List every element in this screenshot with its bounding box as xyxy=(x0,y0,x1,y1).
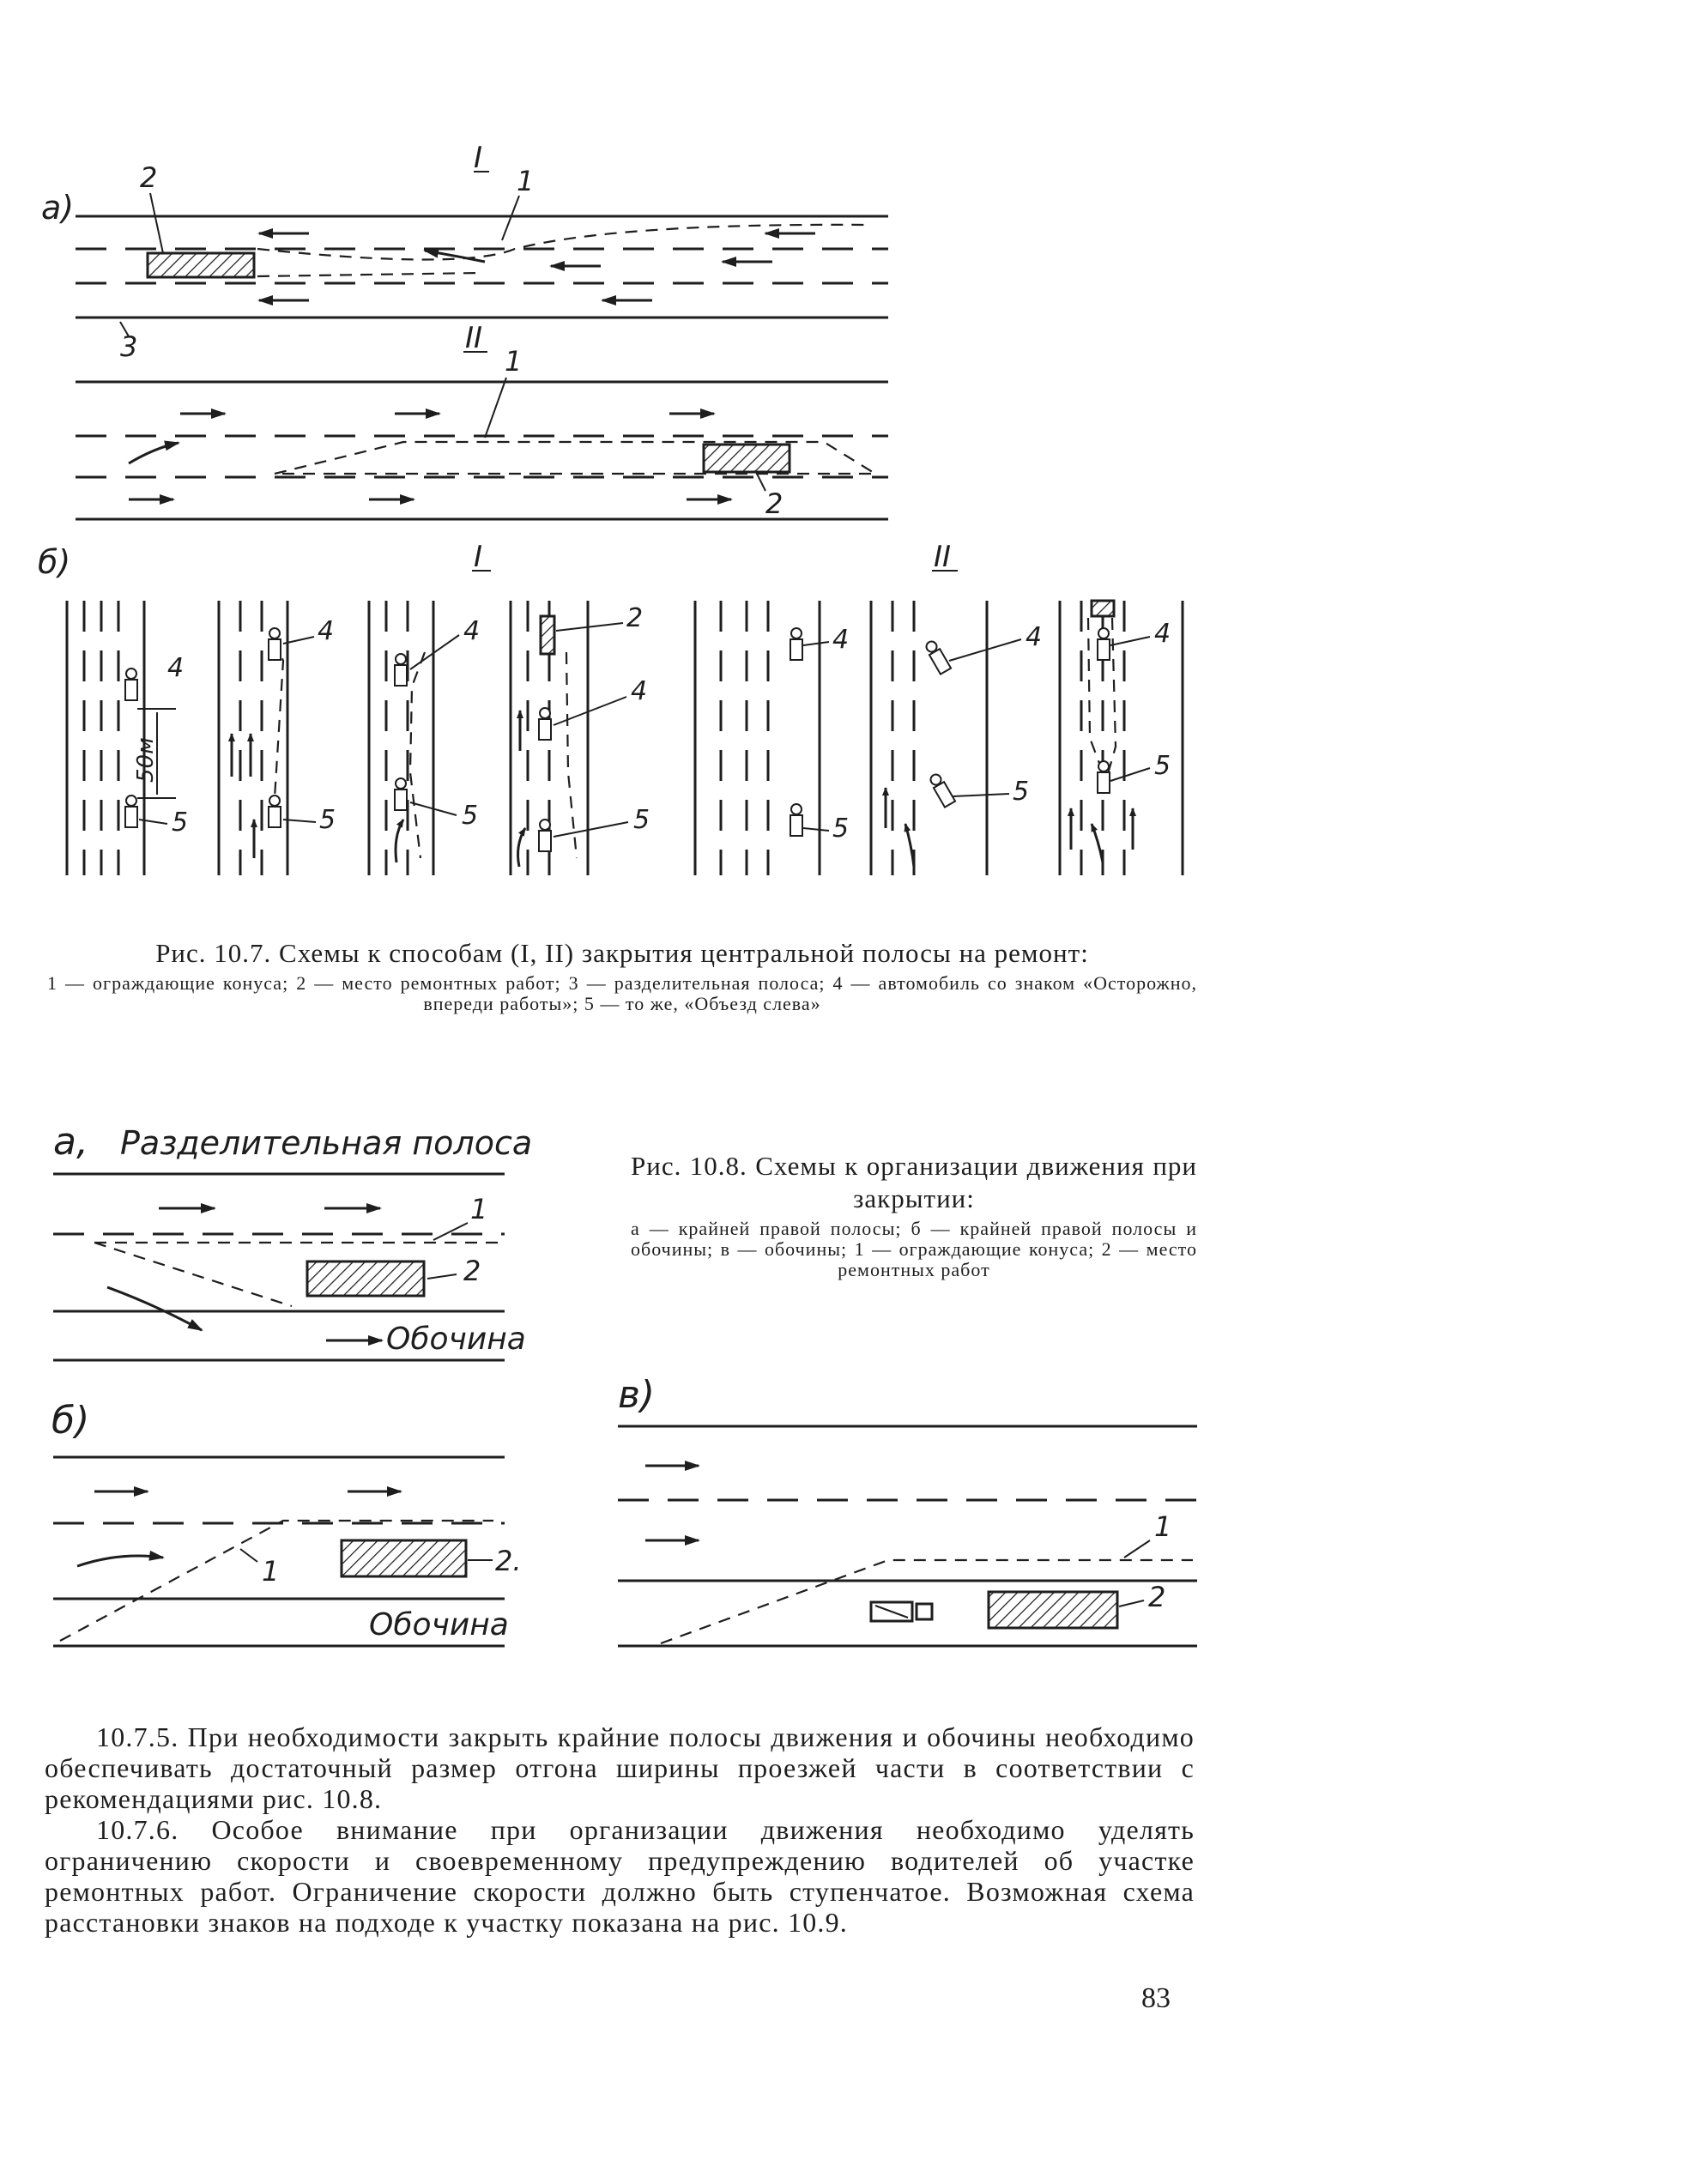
callout-2: 2 xyxy=(626,603,644,633)
fig108-panel-v-label: в) xyxy=(618,1373,656,1417)
callout-5: 5 xyxy=(462,801,479,831)
callout-2: 2 xyxy=(140,161,158,194)
callout-5: 5 xyxy=(319,805,336,835)
callout-4: 4 xyxy=(1026,622,1043,652)
callout-4: 4 xyxy=(1154,619,1171,649)
callout-4: 4 xyxy=(167,653,185,683)
page-number: 83 xyxy=(1141,1982,1171,2014)
callout-5: 5 xyxy=(633,805,650,835)
distance-label: 50м xyxy=(133,737,159,783)
figure-10-7-title: Рис. 10.7. Схемы к способам (I, II) закрытия центральной полосы на ремонт: xyxy=(155,938,1089,968)
shoulder-label: Обочина xyxy=(369,1607,509,1643)
paragraph-10-7-6: 10.7.6. Особое внимание при организации движения необходимо уделять ограничению скорости и своевременному предупреждению водителей об участке ремонтных работ. Ограничение скорости должно быть ступенчатое. Возможная схема расстановки знаков на подходе к участку показана на рис. 10.9. xyxy=(45,1814,1195,1938)
figure-10-7-legend: 1 — ограждающие конуса; 2 — место ремонтных работ; 3 — разделительная полоса; 4 — автомобиль со знаком «Осторожно, впереди работы»; 5 — то же, «Объезд слева» xyxy=(47,972,1197,1014)
callout-2: 2 xyxy=(765,487,784,520)
callout-1: 1 xyxy=(505,345,523,378)
fig107-method-1-label-a: I xyxy=(474,141,483,175)
fig107-method-1-label-b: I xyxy=(474,540,483,574)
fig107-method-2-label-a: II xyxy=(465,321,483,355)
figure-10-7-caption xyxy=(47,937,1197,1014)
figure-10-8-caption xyxy=(631,1150,1197,1280)
fig107-panel-b-label: б) xyxy=(38,543,71,581)
body-text xyxy=(45,1721,1195,1938)
shoulder-label: Обочина xyxy=(386,1322,526,1357)
median-label: Разделительная полоса xyxy=(120,1124,533,1162)
callout-1: 1 xyxy=(262,1555,280,1588)
figure-10-8-legend: а — крайней правой полосы; б — крайней правой полосы и обочины; в — обочины; 1 — ограждающие конуса; 2 — место ремонтных работ xyxy=(631,1218,1197,1280)
work-zone xyxy=(342,1540,466,1576)
callout-1: 1 xyxy=(517,165,535,197)
callout-5: 5 xyxy=(832,814,850,844)
callout-5: 5 xyxy=(1154,751,1171,781)
fig108-panel-b-label: б) xyxy=(51,1399,90,1443)
callout-2: 2. xyxy=(495,1545,522,1577)
callout-5: 5 xyxy=(1013,777,1030,807)
fig107-method-2-label-b: II xyxy=(934,540,952,574)
service-truck xyxy=(871,1602,932,1621)
callout-4: 4 xyxy=(463,616,481,646)
work-zone xyxy=(307,1261,424,1296)
callout-1: 1 xyxy=(470,1193,488,1225)
callout-3: 3 xyxy=(120,330,138,363)
callout-5: 5 xyxy=(172,808,189,838)
fig107-panel-a-label: а) xyxy=(41,189,75,227)
callout-1: 1 xyxy=(1154,1510,1172,1543)
callout-2: 2 xyxy=(1148,1581,1166,1613)
callout-4: 4 xyxy=(832,625,850,655)
callout-4: 4 xyxy=(318,616,335,646)
fig108-panel-a-label: а, xyxy=(53,1120,88,1164)
work-zone xyxy=(989,1592,1117,1628)
callout-4: 4 xyxy=(631,676,648,706)
cone-line xyxy=(94,1243,505,1306)
paragraph-10-7-5: 10.7.5. При необходимости закрыть крайние полосы движения и обочины необходимо обеспечивать достаточный размер отгона ширины проезжей части в соответствии с рекомендациями рис. 10.8. xyxy=(45,1721,1195,1814)
callout-2: 2 xyxy=(463,1255,481,1287)
figure-10-8-title: Рис. 10.8. Схемы к организации движения при закрытии: xyxy=(631,1151,1197,1213)
